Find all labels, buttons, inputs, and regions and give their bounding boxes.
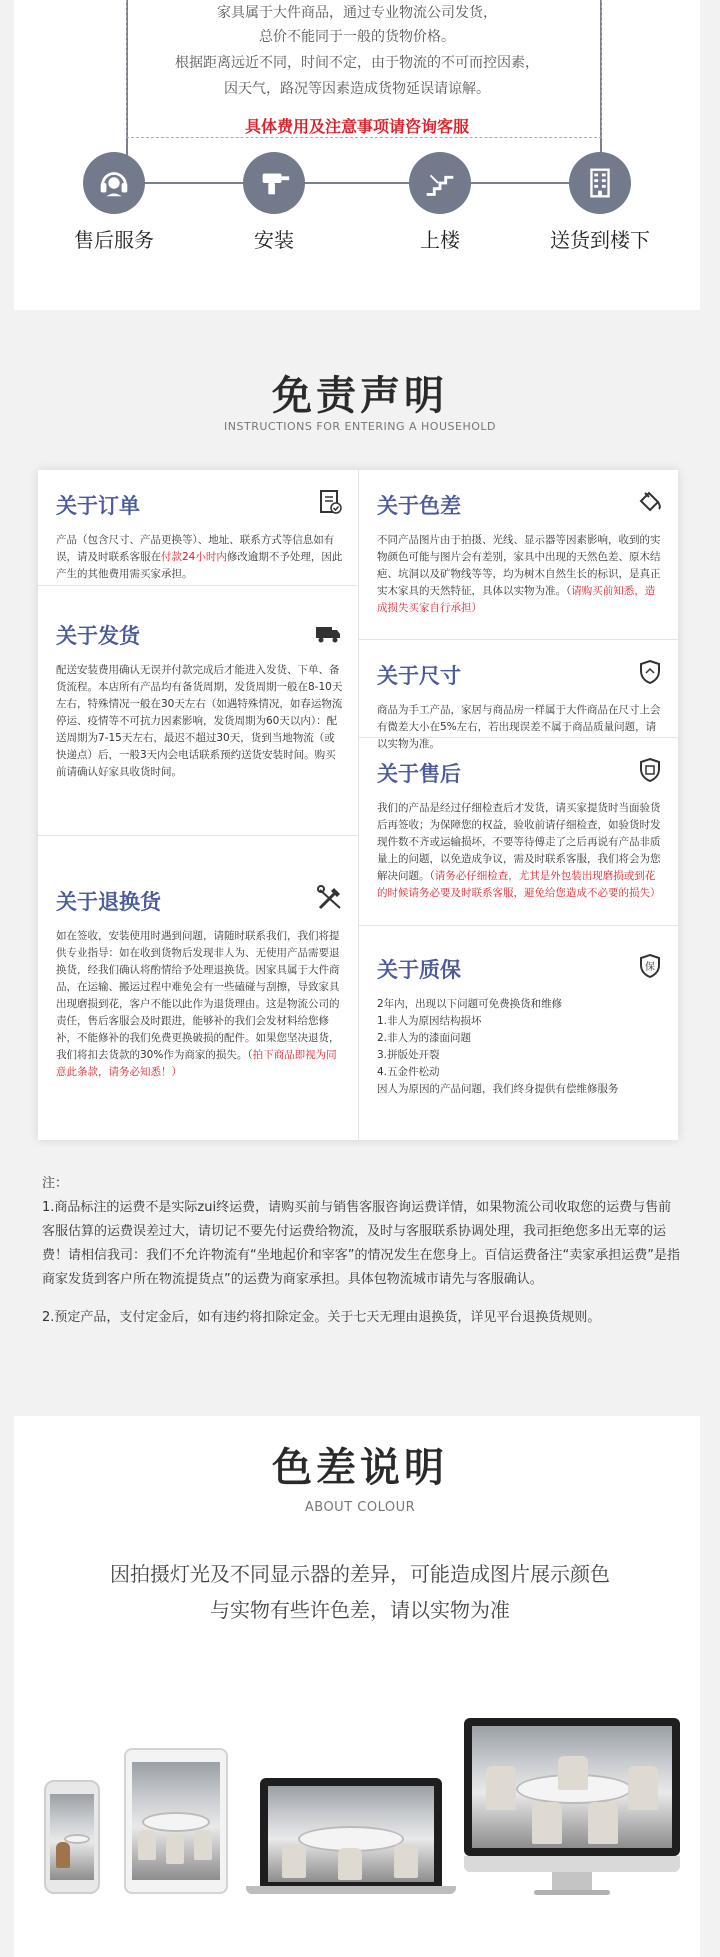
card-text: 产品（包含尺寸、产品更换等）、地址、联系方式等信息如有误，请及时联系客服在: [56, 534, 335, 563]
shipping-line-4: 因天气，路况等因素造成货物延误请谅解。: [224, 81, 490, 97]
shipping-card: [14, 0, 700, 310]
warranty-line: 1.非人为原因结构损坏: [377, 1015, 482, 1027]
card-order: [38, 470, 358, 586]
notes-label: 注：: [42, 1176, 69, 1191]
shipping-line-1: 家具属于大件商品，通过专业物流公司发货，: [217, 5, 497, 21]
card-text: 修改逾期不予处理，因此产生的其他费用需买家承担。: [56, 551, 343, 580]
card-warranty: [359, 926, 678, 1140]
monitor-device: [464, 1718, 680, 1898]
colour-description: [0, 1556, 720, 1628]
stairs-icon: [409, 152, 471, 214]
card-title: 关于退换货: [56, 890, 161, 914]
tools-icon: [316, 884, 344, 912]
laptop-device: [246, 1778, 456, 1898]
card-text: 不同产品图片由于拍摄、光线、显示器等因素影响，收到的实物颜色可能与图片会有差别，家具中出现的天然色差、原木结疤、坑洞以及矿物线等等，均为树木自然生长的标识，是真正实木家具的天然特征，具体以实物为准。（: [377, 534, 661, 597]
colour-desc-line-2: 与实物有些许色差，请以实物为准: [210, 1598, 510, 1622]
step-label: 送货到楼下: [550, 228, 650, 252]
card-text: 我们的产品是经过仔细检查后才发货，请买家提货时当面验货后再签收；为保障您的权益，验收前请仔细检查，如验货时发现件数不齐或运输损坏，不要等待傅走了之后再说有产品非质量上的问题，以免造成争议，需及时联系客服，我们将会为您解决问题。（: [377, 802, 661, 882]
notes-paragraph-1: 1.商品标注的运费不是实际zui终运费，请购买前与销售客服咨询运费详情，如果物流公司收取您的运费与售前客服估算的运费误差过大，请切记不要先付运费给物流，及时与客服联系协调处理，我司拒绝您多出无辜的运费！请相信我司：我们不允许物流有“坐地起价和宰客”的情况发生在您身上。百信运费备注“卖家承担运费”是指商家发货到客户所在物流提货点”的运费为商家承担。具体包物流城市请先与客服确认。: [42, 1200, 680, 1287]
colour-title: 色差说明: [272, 1445, 448, 1491]
notes-section: [42, 1172, 682, 1330]
step-upstairs: [380, 152, 500, 253]
shield-badge-icon: [636, 756, 664, 784]
card-size: [359, 640, 678, 750]
colour-subtitle: ABOUT COLOUR: [304, 1500, 416, 1515]
shipping-highlight: 具体费用及注意事项请咨询客服: [244, 117, 469, 136]
card-title: 关于色差: [377, 494, 461, 518]
card-title: 关于售后: [377, 762, 461, 786]
card-title: 关于质保: [377, 958, 461, 982]
step-delivery: [540, 152, 660, 253]
card-text-warning: 请购买前知悉，造成损失买家自行承担）: [377, 585, 656, 614]
phone-device: [44, 1780, 100, 1894]
shipping-line-2: 总价不能同于一般的货物价格。: [259, 29, 455, 45]
step-after-sales: [54, 152, 174, 253]
tablet-device: [124, 1748, 228, 1894]
shield-ruler-icon: [636, 658, 664, 686]
notes-paragraph-2: 2.预定产品，支付定金后，如有违约将扣除定金。关于七天无理由退换货，详见平台退换货规则。: [42, 1310, 601, 1325]
headset-icon: [83, 152, 145, 214]
warranty-line: 2年内，出现以下问题可免费换货和维修: [377, 998, 563, 1010]
card-shipping: [38, 586, 358, 836]
card-text-warning: 拍下商品即视为同意此条款，请务必知悉！）: [56, 1049, 337, 1078]
card-title: 关于订单: [56, 494, 140, 518]
card-color: [359, 470, 678, 640]
colour-desc-line-1: 因拍摄灯光及不同显示器的差异，可能造成图片展示颜色: [110, 1562, 610, 1586]
shipping-line-3: 根据距离远近不同，时间不定，由于物流的不可而控因素，: [175, 55, 539, 71]
paint-bucket-icon: [636, 488, 664, 516]
building-icon: [569, 152, 631, 214]
step-label: 安装: [254, 228, 294, 252]
card-text: 如在签收，安装使用时遇到问题，请随时联系我们，我们将提供专业指导：如在收到货物后发现非人为、无使用产品需要退换货，经我们确认将酌情给予处理退换货。因家具属于大件商品，在运输、搬运过程中难免会有一些磕碰与刮擦，导致家具出现磨损到花，客户不能以此作为退货理由。这是物流公司的责任，售后客服会及时跟进，能够补的我们会发材料给您修补，不能修补的我们免费更换破损的配件。如果您坚决退货，我们将扣去货款的30%作为商家的损失。（: [56, 930, 340, 1061]
card-aftersale: [359, 738, 678, 926]
warranty-line: 因人为原因的产品问题，我们终身提供有偿维修服务: [377, 1083, 619, 1095]
truck-icon: [312, 618, 344, 646]
svg-text:保: 保: [645, 962, 655, 973]
card-title: 关于发货: [56, 624, 140, 648]
card-title: 关于尺寸: [377, 664, 461, 688]
drill-icon: [243, 152, 305, 214]
warranty-shield-icon: [636, 952, 664, 980]
step-label: 上楼: [420, 228, 460, 252]
disclaimer-title: 免责声明: [272, 373, 448, 419]
disclaimer-subtitle: INSTRUCTIONS FOR ENTERING A HOUSEHOLD: [224, 420, 496, 433]
step-label: 售后服务: [74, 228, 154, 252]
document-check-icon: [316, 488, 344, 516]
card-text: 配送安装费用确认无误并付款完成后才能进入发货、下单、备货流程。本店所有产品均有备货周期，发货周期一般在8-10天左右，特殊情况一般在30天左右（如遇特殊情况，如春运物流停运、疫情等不可抗力因素影响，发货周期为60天以内）：配送周期为7-15天左右，最迟不超过30天，货到当地物流（或快递点）后，一般3天内会电话联系预约送货安装时间。购买前请确认好家具收货时间。: [56, 664, 343, 778]
card-text: 商品为手工产品，家居与商品房一样属于大件商品在尺寸上会有微差大小在5%左右，若出现误差不属于商品质量问题，请以实物为准。: [377, 704, 661, 750]
step-install: [214, 152, 334, 253]
card-returns: [38, 836, 358, 1140]
warranty-line: 4.五金件松动: [377, 1066, 440, 1078]
warranty-line: 3.拼版处开裂: [377, 1049, 440, 1061]
card-text-warning: 付款24小时内: [161, 551, 227, 563]
disclaimer-grid: [38, 470, 678, 1140]
card-text-warning: 请务必仔细检查，尤其是外包装出现磨损或到花的时候请务必要及时联系客服，避免给您造成不必要的损失）: [377, 870, 661, 899]
warranty-line: 2.非人为的漆面问题: [377, 1032, 472, 1044]
